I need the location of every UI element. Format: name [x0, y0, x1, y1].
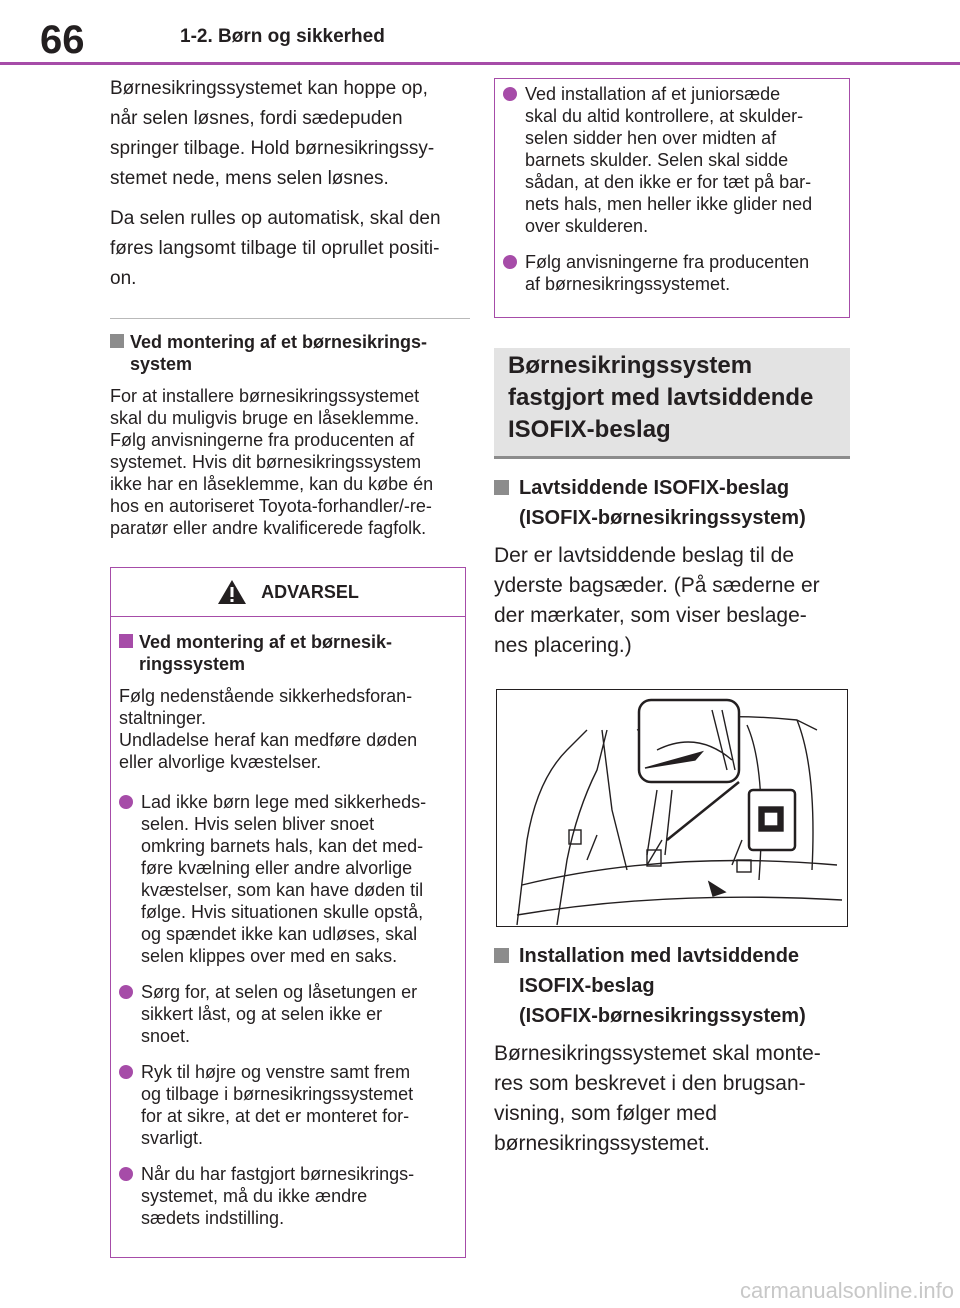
text-line: Børnesikringssystemet skal monte-	[494, 1042, 821, 1065]
text-line: stemet nede, mens selen løsnes.	[110, 168, 389, 189]
text-line: systemet, må du ikke ændre	[141, 1186, 368, 1206]
warning-triangle-icon	[217, 579, 247, 605]
bullet-item	[119, 1061, 453, 1149]
text-line: føre kvælning eller andre alvorlige	[141, 858, 413, 878]
text-line: (ISOFIX-børnesikringssystem)	[519, 507, 806, 529]
text-line: kvæstelser, som kan have døden til	[141, 880, 424, 900]
text-line: der mærkater, som viser beslage-	[494, 604, 807, 627]
round-bullet-icon	[119, 1065, 133, 1079]
text-line: Ved montering af et børnesikrings-	[130, 332, 428, 352]
round-bullet-icon	[119, 1167, 133, 1181]
round-bullet-icon	[503, 87, 517, 101]
text-line: yderste bagsæder. (På sæderne er	[494, 574, 820, 597]
text-line: Følg anvisningerne fra producenten	[525, 252, 810, 272]
installation-text	[494, 1039, 850, 1159]
text-line: Der er lavtsiddende beslag til de	[494, 544, 795, 567]
text-line: sædets indstilling.	[141, 1208, 285, 1228]
text-line: snoet.	[141, 1026, 191, 1046]
intro-paragraph-2	[110, 204, 470, 294]
text-line: Lad ikke børn lege med sikkerheds-	[141, 792, 427, 812]
header-divider	[0, 62, 960, 65]
round-bullet-icon	[119, 795, 133, 809]
text-line: (ISOFIX-børnesikringssystem)	[519, 1005, 806, 1027]
section-divider	[110, 318, 470, 319]
text-line: Ved installation af et juniorsæde	[525, 84, 781, 104]
text-line: systemet. Hvis dit børnesikringssystem	[110, 452, 422, 472]
text-line: Lavtsiddende ISOFIX-beslag	[519, 477, 790, 499]
text-line: on.	[110, 268, 137, 289]
square-bullet-icon	[119, 634, 133, 648]
text-line: skal du altid kontrollere, at skulder-	[525, 106, 804, 126]
bullet-item	[119, 981, 453, 1047]
text-line: over skulderen.	[525, 216, 649, 236]
footer-watermark: carmanualsonline.info	[739, 1278, 954, 1303]
text-line: ISOFIX-beslag	[519, 975, 655, 997]
text-line: Børnesikringssystemet kan hoppe op,	[110, 78, 428, 99]
text-line: Undladelse heraf kan medføre døden	[119, 730, 418, 750]
square-bullet-icon	[494, 948, 509, 963]
warning-bullet-list	[119, 791, 453, 1229]
text-line: Da selen rulles op automatisk, skal den	[110, 208, 441, 229]
warning-title: ADVARSEL	[261, 581, 359, 602]
text-line: res som beskrevet i den brugsan-	[494, 1072, 806, 1095]
text-line: Sørg for, at selen og låsetungen er	[141, 982, 418, 1002]
mounting-subheading	[110, 331, 470, 375]
text-line: og tilbage i børnesikringssystemet	[141, 1084, 414, 1104]
text-line: selen. Hvis selen bliver snoet	[141, 814, 375, 834]
text-line: For at installere børnesikringssystemet	[110, 386, 420, 406]
text-line: ikke har en låseklemme, kan du købe én	[110, 474, 434, 494]
round-bullet-icon	[119, 985, 133, 999]
intro-paragraph-1	[110, 74, 470, 194]
text-line: staltninger.	[119, 708, 207, 728]
left-column	[110, 74, 470, 1258]
square-bullet-icon	[110, 334, 124, 348]
text-line: Følg nedenstående sikkerhedsforan-	[119, 686, 413, 706]
mounting-text	[110, 385, 470, 539]
text-line: selen sidder hen over midten af	[525, 128, 777, 148]
section-title: 1-2. Børn og sikkerhed	[180, 26, 385, 47]
text-line: svarligt.	[141, 1128, 204, 1148]
warning-body	[111, 617, 465, 1257]
info-box	[494, 78, 850, 318]
text-line: paratør eller andre kvalificerede fagfolk.	[110, 518, 427, 538]
text-line: springer tilbage. Hold børnesikringssy-	[110, 138, 435, 159]
text-line: Følg anvisningerne fra producenten af	[110, 430, 415, 450]
text-line: ringssystem	[139, 654, 246, 674]
text-line: skal du muligvis bruge en låseklemme.	[110, 408, 420, 428]
round-bullet-icon	[503, 255, 517, 269]
warning-box	[110, 567, 466, 1258]
warning-subheading	[119, 631, 453, 675]
text-line: hos en autoriseret Toyota-forhandler/-re-	[110, 496, 432, 516]
text-line: selen klippes over med en saks.	[141, 946, 398, 966]
text-line: følge. Hvis situationen skulle opstå,	[141, 902, 424, 922]
text-line: Installation med lavtsiddende	[519, 945, 800, 967]
bullet-item	[503, 251, 837, 295]
bullet-item	[503, 83, 837, 237]
text-line: eller alvorlige kvæstelser.	[119, 752, 322, 772]
text-line: visning, som følger med	[494, 1102, 717, 1125]
section-banner	[494, 348, 850, 459]
text-line: barnets skulder. Selen skal sidde	[525, 150, 789, 170]
warning-intro	[119, 685, 453, 773]
text-line: sikkert låst, og at selen ikke er	[141, 1004, 383, 1024]
right-column	[494, 78, 850, 1159]
bullet-item	[119, 791, 453, 967]
bullet-item	[119, 1163, 453, 1229]
rear-seat-isofix-illustration	[496, 689, 848, 927]
text-line: når selen løsnes, fordi sædepuden	[110, 108, 403, 129]
text-line: sådan, at den ikke er for tæt på bar-	[525, 172, 812, 192]
lower-anchors-text	[494, 541, 850, 661]
text-line: Når du har fastgjort børnesikrings-	[141, 1164, 415, 1184]
page-number: 66	[40, 18, 85, 62]
installation-heading	[494, 941, 850, 1031]
text-line: af børnesikringssystemet.	[525, 274, 731, 294]
warning-header	[111, 568, 465, 617]
banner-line: fastgjort med lavtsiddende	[508, 384, 814, 411]
text-line: omkring barnets hals, kan det med-	[141, 836, 424, 856]
lower-anchors-heading	[494, 473, 850, 533]
banner-line: ISOFIX-beslag	[508, 416, 671, 443]
text-line: nes placering.)	[494, 634, 632, 657]
banner-line: Børnesikringssystem	[508, 352, 753, 379]
square-bullet-icon	[494, 480, 509, 495]
text-line: Ryk til højre og venstre samt frem	[141, 1062, 411, 1082]
text-line: føres langsomt tilbage til oprullet positi-	[110, 238, 440, 259]
text-line: for at sikre, at det er monteret for-	[141, 1106, 410, 1126]
text-line: Ved montering af et børnesik-	[139, 632, 393, 652]
text-line: og spændet ikke kan udløses, skal	[141, 924, 418, 944]
text-line: børnesikringssystemet.	[494, 1132, 710, 1155]
text-line: nets hals, men heller ikke glider ned	[525, 194, 813, 214]
text-line: system	[130, 354, 193, 374]
